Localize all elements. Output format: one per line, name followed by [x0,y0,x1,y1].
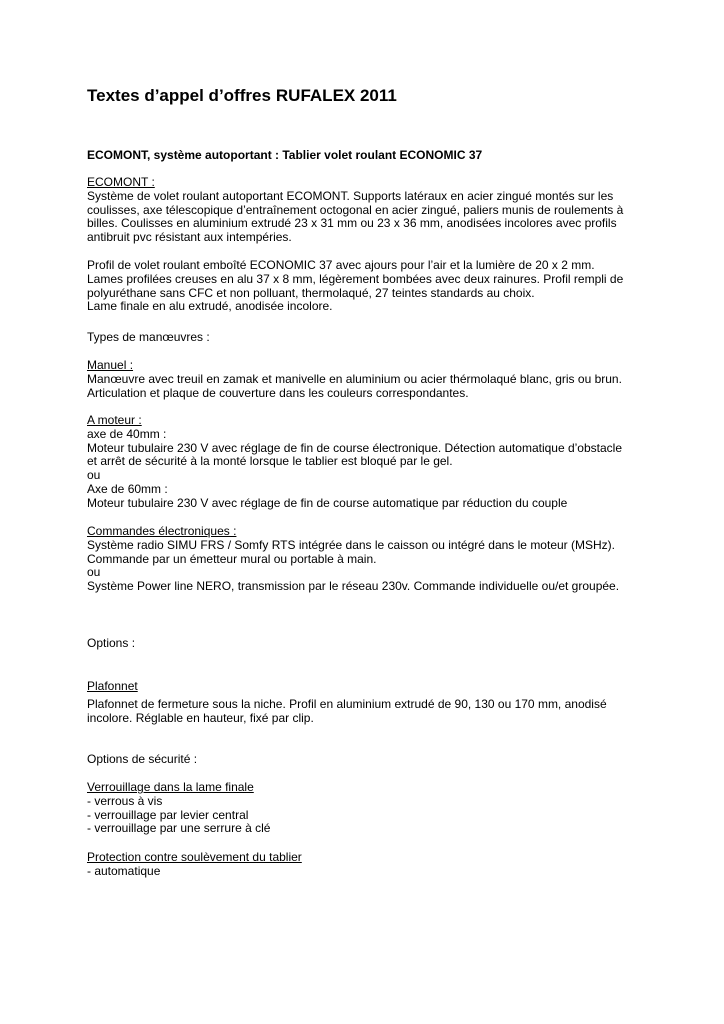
manuel-heading: Manuel : [87,358,134,372]
section-subtitle: ECOMONT, système autoportant : Tablier volet roulant ECONOMIC 37 [87,148,483,162]
paragraph-line: coulisses, axe télescopique d’entraînement octogonal en acier zingué, paliers munis de roulements à [87,202,624,217]
protection-heading: Protection contre soulèvement du tablier [87,850,302,864]
plafonnet-heading: Plafonnet [87,679,138,693]
list-item: - verrous à vis [87,793,163,808]
types-label [87,331,647,345]
paragraph-line: Plafonnet de fermeture sous la niche. Profil en aluminium extrudé de 90, 130 ou 170 mm, anodisé [87,696,607,711]
securite-label [87,753,647,767]
paragraph-line: billes. Coulisses en aluminium extrudé 23 x 31 mm ou 23 x 36 mm, anodisées incolores avec profils [87,216,617,231]
paragraph-line: Axe de 60mm : [87,481,168,496]
paragraph-line: Système radio SIMU FRS / Somfy RTS intégrée dans le caisson ou intégré dans le moteur (MSHz). [87,537,615,552]
paragraph-line: Système de volet roulant autoportant ECOMONT. Supports latéraux en acier zingué montés sur les [87,188,614,203]
paragraph-line: Commande par un émetteur mural ou portable à main. [87,551,377,566]
profil-section [87,259,647,314]
paragraph-line: polyuréthane sans CFC et non polluant, thermolaqué, 27 teintes standards au choix. [87,285,535,300]
commandes-section [87,525,647,594]
paragraph-line: Lame finale en alu extrudé, anodisée incolore. [87,299,333,314]
paragraph-line: ou [87,565,101,580]
paragraph-line: Manœuvre avec treuil en zamak et manivelle en aluminium ou acier thérmolaqué blanc, gris ou brun. [87,371,622,386]
ecomont-section [87,176,647,245]
paragraph-line: antibruit pvc résistant aux intempéries. [87,230,292,245]
paragraph-line: et arrêt de sécurité à la monté lorsque le tablier est bloqué par le gel. [87,454,453,469]
verrouillage-heading: Verrouillage dans la lame finale [87,780,254,794]
moteur-heading: A moteur : [87,413,142,427]
securite-label-text: Options de sécurité : [87,752,198,766]
ecomont-heading: ECOMONT : [87,175,155,189]
paragraph-line: Système Power line NERO, transmission par le réseau 230v. Commande individuelle ou/et groupée. [87,579,620,594]
list-item: - verrouillage par une serrure à clé [87,821,271,836]
options-label [87,637,647,651]
plafonnet-section [87,680,647,725]
protection-section [87,851,647,879]
title-text: Textes d’appel d’offres [87,86,271,105]
list-item: - verrouillage par levier central [87,807,249,822]
paragraph-line: axe de 40mm : [87,426,167,441]
manuel-section [87,359,647,400]
commandes-heading: Commandes électroniques : [87,524,237,538]
paragraph-line: Moteur tubulaire 230 V avec réglage de fin de course électronique. Détection automatique d’obstacle [87,440,623,455]
options-label-text: Options : [87,636,136,650]
paragraph-line: Moteur tubulaire 230 V avec réglage de fin de course automatique par réduction du couple [87,495,568,510]
moteur-section [87,414,647,511]
types-label-text: Types de manœuvres : [87,330,210,344]
verrouillage-section [87,781,647,836]
document-title [87,86,397,106]
paragraph-line: Lames profilées creuses en alu 37 x 8 mm, légèrement bombées avec deux rainures. Profil rempli de [87,271,624,286]
paragraph-line: Profil de volet roulant emboîté ECONOMIC 37 avec ajours pour l’air et la lumière de 20 x 2 mm. [87,258,595,272]
paragraph-line: ou [87,468,101,483]
list-item: - automatique [87,863,161,878]
paragraph-line: incolore. Réglable en hauteur, fixé par clip. [87,710,314,725]
title-product: RUFALEX 2011 [275,86,397,105]
paragraph-line: Articulation et plaque de couverture dans les couleurs correspondantes. [87,385,469,400]
